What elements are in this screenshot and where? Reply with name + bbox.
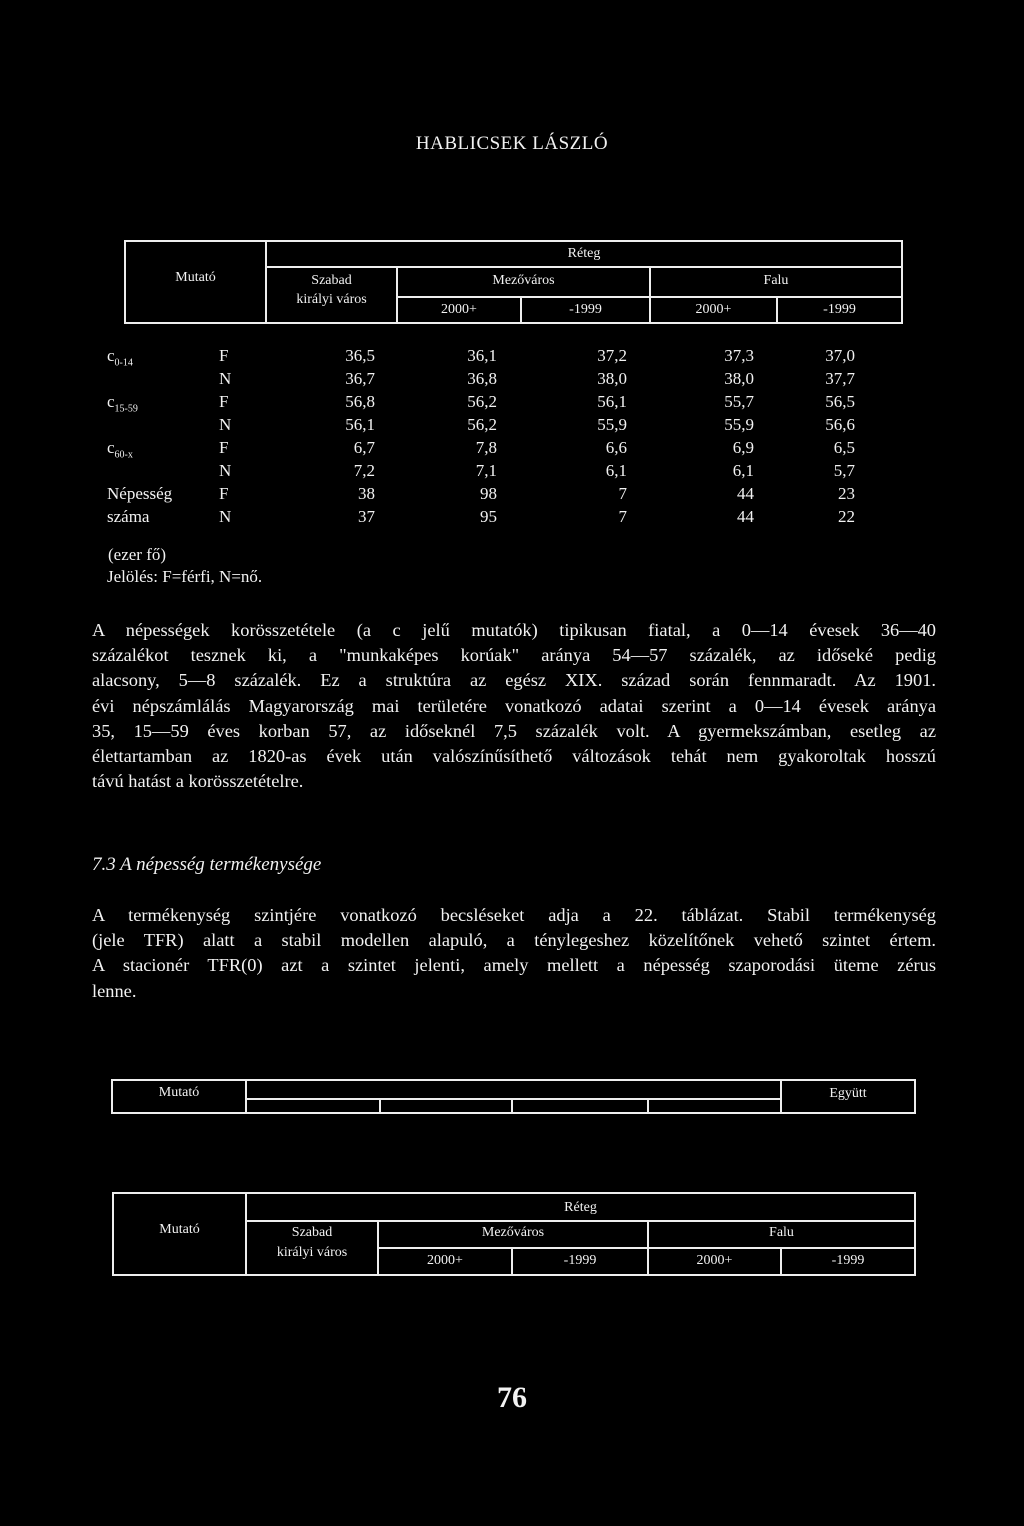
table1-value: 56,6 [825, 415, 855, 434]
table1-header [124, 240, 903, 324]
table1-value: 37,2 [597, 346, 627, 365]
table1-falu-header: Falu [763, 273, 789, 288]
page-number: 76 [497, 1381, 527, 1414]
paragraph-line: alacsony, 5—8 százalék. Ez a struktúra az egész XIX. század során fennmaradt. Az 1901. [92, 670, 936, 691]
table1-sex: N [219, 369, 232, 388]
table1-sex: F [219, 438, 229, 457]
table1-value: 56,2 [467, 392, 497, 411]
table1-szabad-header: Szabad [311, 273, 352, 288]
paragraph-korosszetetel [92, 618, 936, 794]
table1-value: 7,1 [475, 461, 497, 480]
table1-sex: N [219, 415, 232, 434]
paragraph-line: A népességek korösszetétele (a c jelű mutatók) tipikusan fiatal, a 0—14 évesek 36—40 [92, 620, 936, 640]
paragraph-line: évi népszámlálás Magyarország mai területére vonatkozó adatai szerint a 0—14 évesek aránya [92, 695, 936, 716]
paragraph-termekenyseg [92, 903, 936, 1004]
paragraph-line: százalékot tesznek ki, a "munkaképes korúak" aránya 54—57 százalék, az időseké pedig [92, 645, 936, 666]
table1-value: 7 [618, 507, 627, 526]
paragraph-line: (jele TFR) alatt a stabil modellen alapuló, a ténylegeshez közelítőnek vehető szintet értem. [92, 930, 936, 951]
table3-mutato-header: Mutató [159, 1222, 200, 1237]
table2-header [111, 1079, 916, 1114]
table1-value: 7,2 [353, 461, 375, 480]
section-title: A népesség termékenysége [120, 854, 322, 875]
table3-mezovaros-header: Mezőváros [481, 1225, 545, 1240]
table1-value: 44 [737, 484, 754, 503]
table1-row-label: $c_{0-14}$ [107, 346, 133, 369]
table1-sex: F [219, 392, 229, 411]
table1-value: 56,1 [597, 392, 627, 411]
table1-value: 6,7 [353, 438, 375, 457]
section-heading [92, 854, 321, 876]
table1-value: 44 [737, 507, 754, 526]
table1-value: 23 [838, 484, 855, 503]
paragraph-line: lenne. [92, 980, 137, 1001]
paragraph-line: A termékenység szintjére vonatkozó becsléseket adja a 22. táblázat. Stabil termékenység [92, 905, 936, 925]
section-number: 7.3 [92, 854, 116, 875]
table1-value: 6,6 [605, 438, 627, 457]
table1-value: 55,9 [597, 415, 627, 434]
table1-unit-label: (ezer fő) [108, 545, 167, 564]
table1-szabad-header-2: királyi város [296, 292, 367, 307]
table2-mutato-header: Mutató [158, 1085, 200, 1100]
table1-row-label: $c_{15-59}$ [107, 392, 138, 415]
table1-sub-header: 2000+ [441, 302, 477, 317]
table1-value: 36,7 [345, 369, 375, 388]
table1-value: 37,0 [825, 346, 855, 365]
table1-value: 56,8 [345, 392, 375, 411]
table3-reteg-header: Réteg [564, 1200, 597, 1215]
table1-sub-header: -1999 [569, 302, 602, 317]
table1-sex: N [219, 461, 232, 480]
table3-szabad-header-2: királyi város [276, 1245, 348, 1260]
table1-value: 95 [480, 507, 497, 526]
table1-value: 38,0 [597, 369, 627, 388]
table1-value: 56,5 [825, 392, 855, 411]
paragraph-line: élettartamban az 1820-as évek után valószínűsíthető változások tehát nem gyakoroltak hosszú [92, 746, 936, 767]
table3-sub-header: -1999 [831, 1253, 865, 1268]
table1-value: 56,1 [345, 415, 375, 434]
table1-value: 7 [618, 484, 627, 503]
running-header: HABLICSEK LÁSZLÓ [415, 133, 609, 154]
table1-sub-header: 2000+ [695, 302, 732, 317]
table1-value: 98 [480, 484, 497, 503]
table1-sex: F [219, 484, 229, 503]
table1-sex: F [219, 346, 229, 365]
table1-value: 22 [838, 507, 855, 526]
table1-value: 37 [358, 507, 375, 526]
table3-sub-header: 2000+ [427, 1253, 463, 1268]
table1-value: 37,3 [724, 346, 754, 365]
table1-row-label: $c_{60-x}$ [107, 438, 133, 461]
table3-szabad-header: Szabad [291, 1225, 333, 1240]
table1-value: 7,8 [475, 438, 497, 457]
table1-value: 56,2 [467, 415, 497, 434]
table1-row-label: Népesség [107, 484, 173, 503]
table2-egyutt-header: Együtt [829, 1086, 867, 1101]
table1-value: 6,9 [732, 438, 754, 457]
table1-reteg-header: Réteg [567, 246, 601, 261]
table3-sub-header: -1999 [563, 1253, 597, 1268]
table1-value: 6,5 [833, 438, 855, 457]
table1-value: 38,0 [724, 369, 754, 388]
table1-mutato-header: Mutató [175, 270, 216, 285]
table1-value: 36,5 [345, 346, 375, 365]
table3-falu-header: Falu [769, 1225, 794, 1240]
table3-sub-header: 2000+ [696, 1253, 733, 1268]
table1-sub-header: -1999 [823, 302, 856, 317]
table3-header [112, 1192, 916, 1276]
table1-value: 6,1 [605, 461, 627, 480]
table1-value: 6,1 [732, 461, 754, 480]
table1-value: 55,7 [724, 392, 754, 411]
table1-value: 37,7 [825, 369, 855, 388]
table1-value: 55,9 [724, 415, 754, 434]
table1-sex: N [219, 507, 232, 526]
paragraph-line: távú hatást a korösszetételre. [92, 771, 304, 792]
table1-value: 36,8 [467, 369, 497, 388]
paragraph-line: A stacionér TFR(0) azt a szintet jelenti, amely mellett a népesség szaporodási üteme zérus [92, 955, 936, 976]
table1-value: 5,7 [833, 461, 855, 480]
paragraph-line: 35, 15—59 éves korban 57, az időseknél 7,5 százalék volt. A gyermekszámban, esetleg az [92, 720, 936, 741]
table1-legend: Jelölés: F=férfi, N=nő. [107, 567, 263, 586]
table1-value: 38 [358, 484, 375, 503]
table1-value: 36,1 [467, 346, 497, 365]
table1-mezovaros-header: Mezőváros [492, 273, 555, 288]
table1-row-label: száma [107, 507, 150, 526]
